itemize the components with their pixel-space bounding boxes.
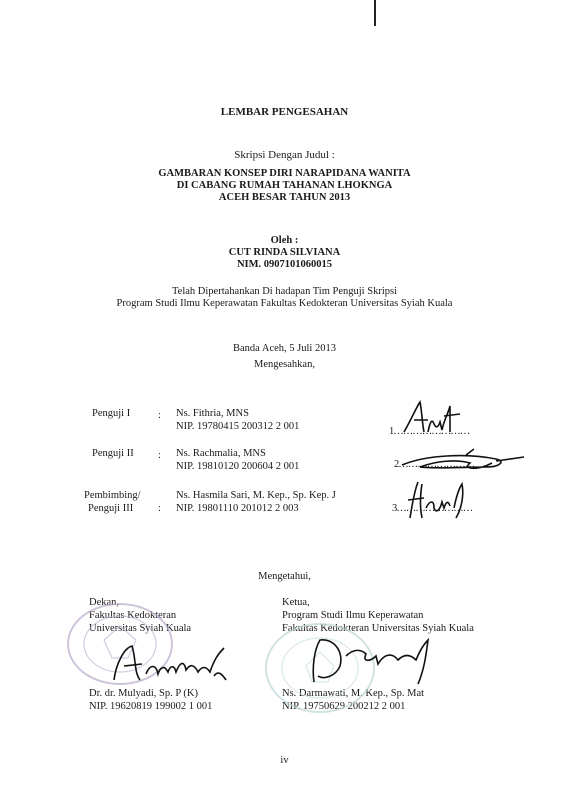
examiner-1-role: Penguji I	[92, 408, 131, 419]
dean-university: Universitas Syiah Kuala	[89, 623, 192, 634]
defended-line-1: Telah Dipertahankan Di hadapan Tim Penguji Skripsi	[172, 286, 397, 297]
place-date: Banda Aceh, 5 Juli 2013	[233, 343, 336, 354]
thesis-title-line-2: DI CABANG RUMAH TAHANAN LHOKNGA	[176, 180, 393, 191]
head-title: Ketua,	[282, 597, 310, 608]
examiner-3-nip: NIP. 19801110 201012 2 003	[176, 503, 299, 514]
examiner-2-sign-line: 2……………………	[394, 459, 475, 470]
signature-examiner-2	[396, 447, 530, 475]
subtitle: Skripsi Dengan Judul :	[234, 149, 335, 161]
head-faculty: Fakultas Kedokteran Universitas Syiah Kuala	[282, 623, 474, 634]
examiner-3-role: Pembimbing/	[84, 490, 141, 501]
dean-name: Dr. dr. Mulyadi, Sp. P (K)	[89, 688, 198, 699]
head-program: Program Studi Ilmu Keperawatan	[282, 610, 424, 621]
author-nim: NIM. 0907101060015	[236, 259, 333, 270]
examiner-2-role: Penguji II	[92, 448, 134, 459]
examiner-3-sign-line: 3……………………	[392, 503, 473, 514]
defended-line-2: Program Studi Ilmu Keperawatan Fakultas Kedokteran Universitas Syiah Kuala	[116, 298, 453, 309]
signature-examiner-1	[400, 398, 480, 438]
head-nip: NIP. 19750629 200212 2 001	[282, 701, 406, 712]
page-title: LEMBAR PENGESAHAN	[220, 106, 349, 118]
approve-label: Mengesahkan,	[254, 359, 315, 370]
head-name: Ns. Darmawati, M. Kep., Sp. Mat	[282, 688, 425, 699]
signature-head	[300, 632, 440, 690]
author-by: Oleh :	[270, 235, 299, 246]
examiner-2-nip: NIP. 19810120 200604 2 001	[176, 461, 300, 472]
author-name: CUT RINDA SILVIANA	[228, 247, 341, 258]
known-label: Mengetahui,	[258, 571, 311, 582]
thesis-title-line-1: GAMBARAN KONSEP DIRI NARAPIDANA WANITA	[158, 168, 411, 179]
examiner-1-nip: NIP. 19780415 200312 2 001	[176, 421, 300, 432]
signature-examiner-3	[404, 478, 484, 522]
examiner-1-name: Ns. Fithria, MNS	[176, 408, 249, 419]
signature-dean	[106, 640, 236, 690]
dean-title: Dekan,	[89, 597, 120, 608]
examiner-2-name: Ns. Rachmalia, MNS	[176, 448, 266, 459]
examiner-3-name: Ns. Hasmila Sari, M. Kep., Sp. Kep. J	[176, 490, 336, 501]
dean-nip: NIP. 19620819 199002 1 001	[89, 701, 213, 712]
scan-mark	[374, 0, 376, 26]
dean-faculty: Fakultas Kedokteran	[89, 610, 177, 621]
page-number: iv	[280, 755, 289, 766]
examiner-3-role-2: Penguji III	[88, 503, 134, 514]
thesis-title-line-3: ACEH BESAR TAHUN 2013	[218, 192, 351, 203]
examiner-1-sign-line: 1……………………	[389, 426, 470, 437]
examiner-3-colon: :	[158, 503, 161, 514]
examiner-1-colon: :	[158, 410, 161, 421]
examiner-2-colon: :	[158, 450, 161, 461]
